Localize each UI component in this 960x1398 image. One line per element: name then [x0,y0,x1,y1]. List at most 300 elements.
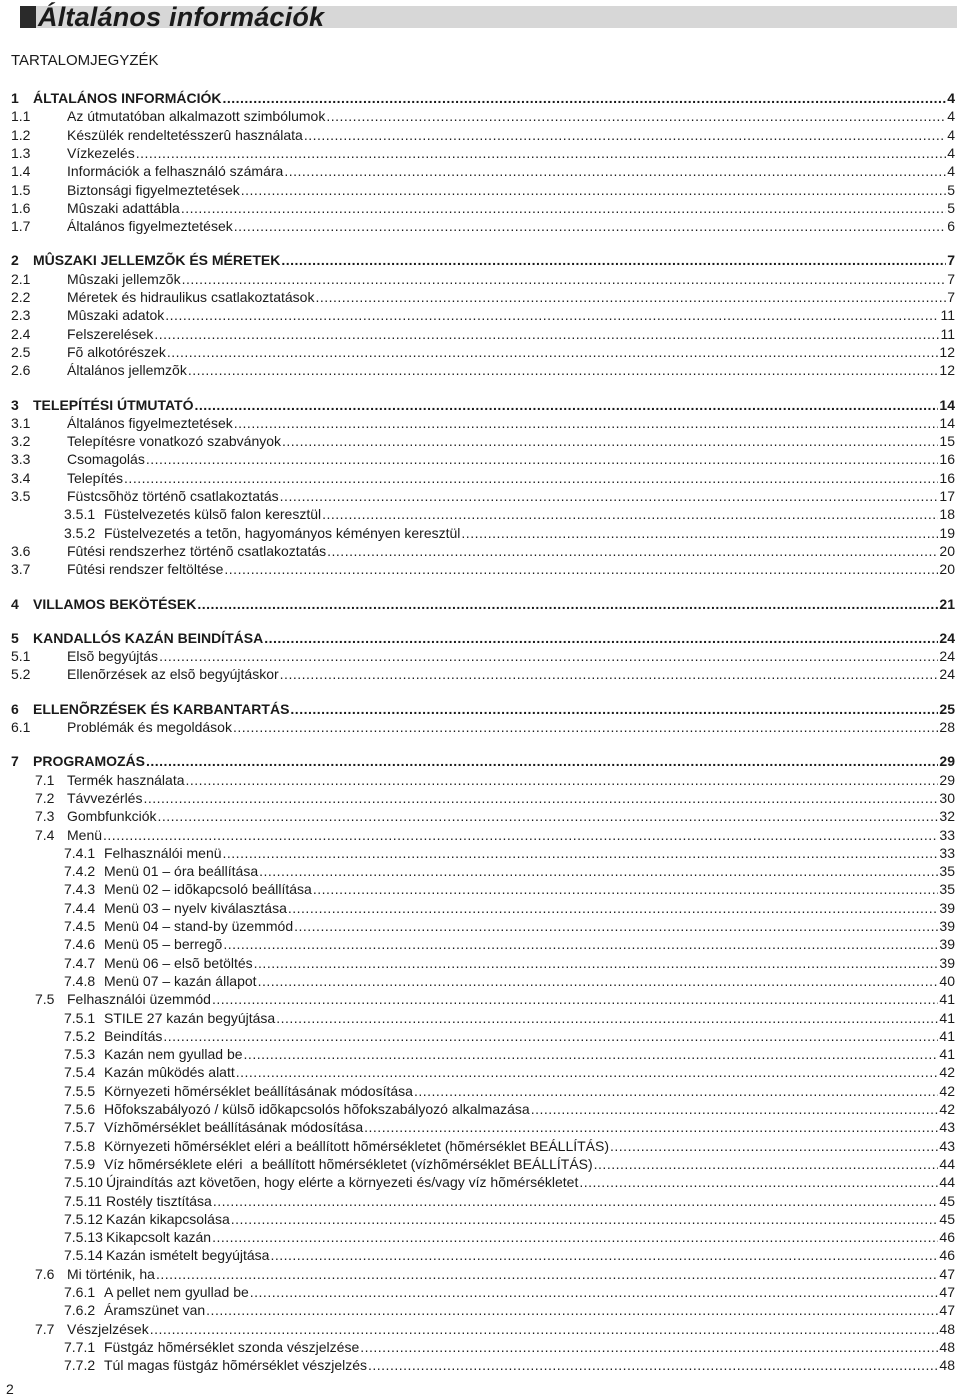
toc-entry[interactable] [11,288,955,306]
toc-entry-number: 1.3 [11,144,31,161]
toc-entry-page: 45 [939,1192,955,1209]
toc-entry-number: 7.4.4 [64,899,96,916]
toc-leader-dots [197,595,938,613]
toc-entry[interactable] [64,862,955,880]
toc-entry-number: 3 [11,396,19,413]
toc-entry[interactable] [11,665,955,683]
toc-entry-number: 7.5.13 [64,1229,103,1246]
toc-entry[interactable] [64,1246,955,1264]
toc-entry-title: Problémák és megoldások [67,719,232,735]
toc-leader-dots [304,126,946,144]
toc-entry-page: 41 [939,1009,955,1026]
toc-leader-dots [282,432,938,450]
toc-entry-number: 7.7 [35,1320,55,1337]
toc-leader-dots [258,972,939,990]
toc-entry[interactable] [11,450,955,468]
toc-entry-number: 3.5.2 [64,524,96,541]
toc-entry[interactable] [64,1283,955,1301]
toc-entry-page: 46 [939,1229,955,1246]
toc-entry-title: Felszerelések [67,325,154,342]
toc-leader-dots [234,414,939,432]
toc-entry-title: Kikapcsolt kazán [106,1229,212,1246]
toc-leader-dots [290,700,938,718]
toc-entry[interactable] [64,1063,955,1081]
toc-leader-dots [326,107,946,125]
toc-chapter-entry[interactable] [11,700,955,718]
toc-entry[interactable] [64,1192,955,1210]
toc-leader-dots [364,1118,938,1136]
toc-entry-number: 7.4.1 [64,844,96,861]
toc-entry-title: VILLAMOS BEKÖTÉSEK [33,595,197,612]
toc-entry-page: 42 [939,1101,955,1117]
toc-leader-dots [241,181,946,199]
toc-entry[interactable] [11,560,955,578]
toc-entry[interactable] [35,789,955,807]
toc-entry-page: 33 [939,826,955,843]
toc-leader-dots [280,665,939,683]
toc-leader-dots [531,1100,939,1118]
toc-entry-title: Túl magas füstgáz hõmérséklet vészjelzés [104,1357,367,1374]
toc-entry[interactable] [35,1320,955,1338]
toc-entry[interactable] [11,270,955,288]
toc-leader-dots [213,1192,939,1210]
toc-entry-page: 30 [939,789,955,806]
toc-entry[interactable] [64,899,955,917]
toc-entry-number: 2.2 [11,289,31,305]
toc-leader-dots [159,647,938,665]
toc-entry[interactable] [11,126,955,144]
toc-entry-page: 41 [939,991,955,1008]
toc-entry-page: 7 [947,270,955,287]
toc-entry-page: 43 [939,1119,955,1136]
toc-entry-title: Mi történik, ha [67,1265,155,1282]
toc-entry-page: 44 [939,1155,955,1172]
toc-entry-page: 43 [939,1137,955,1154]
toc-entry[interactable] [64,1155,955,1173]
toc-entry-title: Beindítás [104,1027,163,1044]
toc-leader-dots [281,251,946,269]
toc-entry-number: 2.3 [11,307,31,324]
toc-leader-dots [360,1338,938,1356]
toc-entry[interactable] [64,972,955,990]
toc-entry-page: 4 [947,144,955,161]
toc-leader-dots [167,343,939,361]
toc-entry-number: 7.5 [35,991,55,1008]
toc-entry-number: 3.2 [11,433,31,450]
toc-entry-page: 16 [939,451,955,468]
toc-heading: TARTALOMJEGYZÉK [11,52,159,69]
toc-entry-title: Menü 02 – idõkapcsoló beállítása [104,881,312,898]
toc-leader-dots [284,162,946,180]
toc-entry-title: Újraindítás azt követõen, hogy elérte a környezeti és/vagy víz hõmérsékletet [106,1174,579,1191]
toc-entry-page: 4 [947,90,955,106]
toc-entry-number: 7.6.1 [64,1284,96,1300]
toc-leader-dots [188,361,939,379]
toc-entry[interactable] [64,935,955,953]
toc-entry-number: 2.4 [11,325,31,342]
toc-entry-title: Környezeti hõmérséklet beállításának módosítása [104,1082,413,1099]
toc-entry-page: 19 [939,524,955,541]
toc-entry[interactable] [64,1009,955,1027]
toc-entry[interactable] [64,1045,955,1063]
toc-entry-title: Vízkezelés [67,144,135,161]
page-title: Általános információk [38,2,325,32]
toc-leader-dots [313,880,939,898]
toc-entry-title: MÛSZAKI JELLEMZÕK ÉS MÉRETEK [33,252,281,269]
toc-entry-page: 14 [939,414,955,431]
toc-entry[interactable] [64,1118,955,1136]
toc-entry-page: 12 [939,362,955,379]
toc-entry-page: 14 [939,396,955,413]
toc-entry[interactable] [64,1027,955,1045]
toc-entry-number: 7.7.2 [64,1357,96,1374]
toc-entry-title: Telepítésre vonatkozó szabványok [67,433,282,450]
toc-entry[interactable] [64,1100,955,1118]
toc-entry-title: Menü [67,826,103,843]
toc-entry[interactable] [11,542,955,560]
toc-entry-title: ÁLTALÁNOS INFORMÁCIÓK [33,90,222,106]
toc-entry-number: 1 [11,90,19,106]
toc-entry-title: Gombfunkciók [67,808,157,825]
toc-entry-number: 1.5 [11,181,31,198]
toc-entry-title: Rostély tisztítása [106,1192,212,1209]
toc-entry-number: 7.4.3 [64,881,96,898]
toc-entry-number: 2.5 [11,343,31,360]
toc-entry[interactable] [11,414,955,432]
toc-leader-dots [254,954,939,972]
toc-entry[interactable] [64,917,955,935]
toc-chapter-entry[interactable] [11,251,955,269]
toc-entry-page: 20 [939,561,955,578]
toc-entry-number: 4 [11,595,19,612]
toc-entry-title: Füstelvezetés a tetõn, hagyományos kéményen keresztül [104,524,461,541]
toc-leader-dots [154,325,939,343]
toc-entry-page: 20 [939,542,955,559]
toc-leader-dots [414,1082,938,1100]
toc-entry-title: PROGRAMOZÁS [33,753,145,770]
toc-leader-dots [270,1246,938,1264]
toc-chapter-entry[interactable] [11,595,955,613]
toc-entry[interactable] [11,432,955,450]
toc-entry-title: A pellet nem gyullad be [104,1284,249,1300]
toc-entry-page: 4 [947,126,955,143]
toc-entry-title: Menü 05 – berregõ [104,936,223,953]
toc-entry-number: 6 [11,700,19,717]
toc-entry[interactable] [11,199,955,217]
toc-entry-title: Áramszünet van [104,1302,206,1319]
toc-entry[interactable] [64,954,955,972]
toc-entry-number: 3.5 [11,488,31,504]
page-number: 2 [6,1381,14,1397]
toc-leader-dots [150,1320,939,1338]
toc-leader-dots [294,917,938,935]
toc-entry[interactable] [11,181,955,199]
toc-leader-dots [206,1301,938,1319]
toc-entry-page: 47 [939,1265,955,1282]
toc-entry-number: 7.2 [35,789,55,806]
toc-leader-dots [461,524,938,542]
toc-entry-number: 7.5.3 [64,1046,96,1063]
toc-entry-title: Kazán kikapcsolása [106,1210,230,1227]
toc-entry-page: 39 [939,954,955,971]
toc-entry[interactable] [11,162,955,180]
toc-entry-page: 39 [939,918,955,934]
toc-entry-title: Termék használata [67,771,185,788]
toc-entry-title: Felhasználói üzemmód [67,991,211,1008]
toc-leader-dots [259,862,938,880]
toc-entry[interactable] [35,990,955,1008]
toc-entry-page: 11 [940,325,955,342]
toc-entry-number: 7.3 [35,808,55,825]
toc-entry-page: 41 [939,1046,955,1063]
toc-entry-page: 11 [940,307,955,324]
toc-entry-title: Menü 04 – stand-by üzemmód [104,918,294,934]
toc-leader-dots [264,629,938,647]
toc-entry-title: Mûszaki adattábla [67,199,180,216]
toc-leader-dots [244,1045,939,1063]
toc-entry-title: Biztonsági figyelmeztetések [67,181,240,198]
toc-entry[interactable] [11,718,955,736]
toc-entry-number: 3.7 [11,561,31,578]
toc-entry-title: Telepítés [67,469,124,486]
toc-entry-number: 2.6 [11,362,31,379]
toc-entry-page: 25 [939,700,955,717]
toc-entry-number: 2 [11,252,19,269]
toc-leader-dots [146,450,939,468]
toc-entry[interactable] [11,144,955,162]
toc-entry-number: 7.5.4 [64,1064,96,1081]
toc-leader-dots [322,505,938,523]
toc-leader-dots [579,1173,938,1191]
toc-leader-dots [610,1137,938,1155]
toc-leader-dots [233,718,938,736]
toc-entry-number: 7.4.7 [64,954,96,971]
toc-entry-number: 7.5.1 [64,1009,96,1026]
toc-entry-page: 4 [947,163,955,180]
toc-entry-page: 40 [939,972,955,989]
toc-leader-dots [212,1228,938,1246]
toc-entry-number: 7.5.14 [64,1247,103,1264]
toc-entry-number: 5.2 [11,666,31,683]
toc-chapter-entry[interactable] [11,396,955,414]
toc-entry-title: Fûtési rendszer feltöltése [67,561,224,578]
header-accent-block [20,6,36,28]
toc-entry-title: STILE 27 kazán begyújtása [104,1009,276,1026]
toc-entry-title: Vízhõmérséklet beállításának módosítása [104,1119,364,1136]
toc-entry[interactable] [64,1338,955,1356]
toc-entry[interactable] [64,880,955,898]
toc-leader-dots [182,270,947,288]
toc-entry-page: 39 [939,936,955,953]
toc-chapter-entry[interactable] [11,629,955,647]
toc-entry-page: 16 [939,469,955,486]
toc-entry-title: Információk a felhasználó számára [67,163,284,180]
toc-entry-title: Készülék rendeltetésszerû használata [67,126,303,143]
toc-leader-dots [103,826,938,844]
toc-entry[interactable] [11,343,955,361]
toc-entry-number: 7.4.6 [64,936,96,953]
toc-entry-page: 12 [939,343,955,360]
toc-leader-dots [223,935,938,953]
toc-leader-dots [288,899,939,917]
toc-entry-number: 7.6 [35,1265,55,1282]
toc-leader-dots [156,1265,938,1283]
toc-entry[interactable] [11,487,955,505]
toc-entry-title: Menü 07 – kazán állapot [104,972,257,989]
toc-entry-number: 5 [11,629,19,646]
toc-entry-title: Menü 06 – elsõ betöltés [104,954,253,971]
toc-entry[interactable] [11,306,955,324]
toc-entry-title: Mûszaki jellemzõk [67,270,181,287]
toc-entry-number: 7.4.2 [64,863,96,880]
toc-entry-number: 7.5.8 [64,1137,96,1154]
toc-entry-title: Méretek és hidraulikus csatlakoztatások [67,289,315,305]
toc-entry-title: Felhasználói menü [104,844,222,861]
toc-entry-page: 44 [939,1174,955,1191]
toc-entry-title: Általános jellemzõk [67,362,187,379]
toc-entry-title: Elsõ begyújtás [67,648,159,665]
toc-entry[interactable] [11,107,955,125]
toc-leader-dots [146,752,938,770]
toc-entry-title: Menü 01 – óra beállítása [104,863,259,880]
toc-entry-number: 7.6.2 [64,1302,96,1319]
toc-entry-page: 48 [939,1338,955,1355]
toc-entry-number: 7.4.5 [64,918,96,934]
toc-entry-title: Víz hõmérséklete eléri a beállított hõmérsékletet (vízhõmérséklet BEÁLLÍTÁS) [104,1155,593,1172]
toc-entry-number: 2.1 [11,270,31,287]
toc-entry-number: 1.2 [11,126,31,143]
toc-leader-dots [223,844,939,862]
toc-entry-number: 7 [11,753,19,770]
toc-leader-dots [250,1283,939,1301]
toc-leader-dots [231,1210,939,1228]
toc-entry-title: Füstelvezetés külsõ falon keresztül [104,506,322,523]
toc-entry-number: 7.5.5 [64,1082,96,1099]
toc-entry-page: 24 [939,629,955,646]
toc-entry-number: 1.7 [11,218,31,235]
toc-entry-number: 7.5.12 [64,1210,103,1227]
toc-entry[interactable] [64,524,955,542]
toc-entry[interactable] [11,361,955,379]
toc-entry-page: 47 [939,1302,955,1319]
toc-entry[interactable] [64,1082,955,1100]
toc-entry-page: 33 [939,844,955,861]
toc-entry[interactable] [11,325,955,343]
toc-entry-title: Mûszaki adatok [67,307,165,324]
toc-entry[interactable] [35,771,955,789]
toc-entry-number: 3.4 [11,469,31,486]
toc-entry-page: 15 [939,433,955,450]
toc-entry-title: Hõfokszabályozó / külsõ idõkapcsolós hõfokszabályozó alkalmazása [104,1101,530,1117]
toc-entry-number: 3.3 [11,451,31,468]
toc-leader-dots [194,396,938,414]
toc-entry-page: 41 [939,1027,955,1044]
toc-entry-page: 5 [947,181,955,198]
toc-entry-page: 48 [939,1357,955,1374]
toc-entry-page: 35 [939,863,955,880]
toc-entry[interactable] [35,826,955,844]
toc-entry-page: 5 [947,199,955,216]
toc-entry-page: 45 [939,1210,955,1227]
toc-entry-number: 1.1 [11,108,31,125]
toc-entry-page: 21 [939,595,955,612]
toc-entry-title: Füstcsõhöz történõ csatlakoztatás [67,488,279,504]
toc-chapter-entry[interactable] [11,89,955,107]
toc-entry-title: KANDALLÓS KAZÁN BEINDÍTÁSA [33,629,264,646]
toc-entry-page: 32 [939,808,955,825]
toc-entry[interactable] [11,469,955,487]
toc-entry-page: 17 [939,488,955,504]
toc-entry-title: Fûtési rendszerhez történõ csatlakoztatás [67,542,327,559]
toc-entry-title: Az útmutatóban alkalmazott szimbólumok [67,108,326,125]
toc-entry-number: 5.1 [11,648,31,665]
toc-entry[interactable] [64,1228,955,1246]
toc-entry[interactable] [64,505,955,523]
toc-leader-dots [165,306,939,324]
toc-entry-page: 4 [947,108,955,125]
toc-entry-page: 7 [947,289,955,305]
toc-entry[interactable] [11,217,955,235]
toc-entry[interactable] [64,1301,955,1319]
toc-leader-dots [186,771,939,789]
toc-entry-number: 7.5.9 [64,1155,96,1172]
toc-leader-dots [327,542,938,560]
toc-entry-title: Fõ alkotórészek [67,343,166,360]
toc-entry-number: 3.1 [11,414,31,431]
toc-entry[interactable] [11,647,955,665]
toc-leader-dots [163,1027,938,1045]
toc-leader-dots [222,89,946,107]
toc-chapter-entry[interactable] [11,752,955,770]
toc-entry-page: 29 [939,753,955,770]
toc-entry-number: 3.6 [11,542,31,559]
toc-entry-number: 7.5.11 [64,1192,102,1209]
toc-leader-dots [224,560,938,578]
toc-leader-dots [124,469,938,487]
toc-leader-dots [368,1356,938,1374]
toc-entry[interactable] [64,1356,955,1374]
toc-leader-dots [212,990,938,1008]
toc-entry-title: ELLENÕRZÉSEK ÉS KARBANTARTÁS [33,700,290,717]
toc-entry[interactable] [35,807,955,825]
toc-leader-dots [181,199,946,217]
toc-entry-title: Menü 03 – nyelv kiválasztása [104,899,287,916]
toc-entry-title: Kazán nem gyullad be [104,1046,243,1063]
toc-entry[interactable] [64,1137,955,1155]
toc-entry-title: Ellenõrzések az elsõ begyújtáskor [67,666,279,683]
toc-entry-title: Kazán mûködés alatt [104,1064,235,1081]
toc-leader-dots [236,1063,939,1081]
toc-leader-dots [276,1009,938,1027]
toc-entry-page: 42 [939,1082,955,1099]
toc-leader-dots [136,144,947,162]
toc-leader-dots [594,1155,939,1173]
toc-entry[interactable] [35,1265,955,1283]
toc-entry-number: 7.4.8 [64,972,96,989]
toc-entry[interactable] [64,1210,955,1228]
toc-entry-page: 6 [947,218,955,235]
toc-entry-number: 6.1 [11,719,31,735]
toc-entry-title: Távvezérlés [67,789,143,806]
toc-leader-dots [234,217,946,235]
toc-entry-number: 7.5.2 [64,1027,96,1044]
toc-leader-dots [315,288,946,306]
toc-entry-page: 28 [939,719,955,735]
toc-leader-dots [143,789,938,807]
toc-entry-title: Vészjelzések [67,1320,149,1337]
toc-entry[interactable] [64,1173,955,1191]
toc-entry[interactable] [64,844,955,862]
